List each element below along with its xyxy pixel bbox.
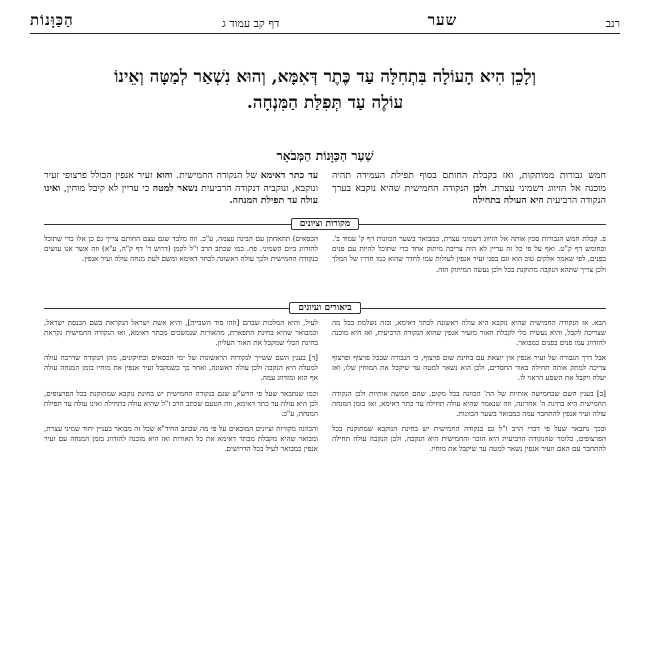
commentary-text: כי עדיין לא קיבל מוחין,	[63, 182, 150, 194]
folio-reference: דף קב עמוד ג	[222, 17, 280, 30]
commentary-bold: נשאר למטה	[152, 182, 198, 194]
explanation-paragraph: והכוונה מקורות וציונים המובאים על פי מה שכתב החיד"א שכל זה מבואר בעניין יחוד שמיני עצרת, ומבואר שהיא מקבלת מכתר דאימא את כל האורות ואז היא מוכנה להזדווג בזמן המנחה עם זעיר אנפין כמבואר לעיל בכל הדרושים.	[44, 423, 318, 454]
commentary-text: חמש גבורות ממותקות, ואז בקבלת החותם בסוף תפילת העמידה תהיה מוכנה אל הזיווג דשמיני עצרת.	[332, 170, 606, 194]
commentary-text: של הנקודה החמישית.	[176, 170, 258, 181]
commentary-bold: והוא	[156, 170, 173, 181]
main-text-line: וְלָכֵן הִיא הָעוֹלָה בִּתְחִלָּה עַד כֶּתֶר דְּאִמָּא, וְהוּא נִשְׁאַר לְמַטָּה וְאֵינוֹ	[114, 67, 536, 87]
main-text-line: עוֹלֶה עַד תְּפִלַּת הַמִּנְחָה.	[246, 93, 404, 113]
header-line	[44, 308, 289, 309]
header-line	[361, 308, 606, 309]
running-head	[30, 8, 620, 30]
explanations-column-left	[44, 318, 318, 640]
explanations-column-right	[332, 318, 606, 640]
commentary-column-right	[332, 170, 606, 208]
explanations-header	[44, 302, 606, 314]
explanations-label: ביאורים ועיונים	[289, 302, 360, 314]
commentary-column-left	[44, 170, 318, 208]
gate-label: שער	[427, 11, 458, 29]
page-number: רנב	[605, 17, 620, 30]
header-line	[44, 224, 291, 225]
explanation-paragraph: לעיל, והיא המלכות שבהם [וזהו סוד השבייה], והיא אשת ישראל הנקראת בשם הכנסת ישראל, וכמבואר שהיא בחינת התפארת, מהאורות שנמשכים מכתר דאימא, ואז הנקודה החמישית נקראת בחינת הכלי שמקבל את האור העליון.	[44, 318, 318, 348]
commentary-text: הנקודה החמישית שהיא נוקבא בערך הנקודה הרביעית	[332, 182, 606, 207]
commentary-bold: ולכן	[472, 182, 487, 194]
commentary-text: זעיר אנפין הכולל פרצופי זעיר ונוקבא, ונוקביה דנקודה הרביעית	[44, 170, 318, 194]
explanations-block	[44, 318, 606, 640]
commentary-bold: עד כתר דאימא	[260, 170, 319, 181]
sources-column-right: פ. קבלת חמש הגבורות סכין אותה אל הזיווג דשמיני עצרת, כמבואר בשער הכוונות דף ק' עמוד ב'. ובחומש דף ק"ט. ואף על פי כל זה עדיין לא היה צריכה מיתוק אחד כדי שתוכל להיות עם פנים בפנים, לפי שאמר אלקים טוב הוא וגם בפני זעיר אנפין לעולות עמו לחדר שהוא כמו חדרו של המלך ולכן צריך שתהא הנקבה מתוקנת בכל ולכן נעשה המיתוק הזה.	[332, 234, 606, 274]
explanation-paragraph: אבל דרך הגבורה של זעיר אנפין אין יוצאת עם בחינת שום פרצוף, כי הגבורה שבכל פרצוף ופרצוף צריכה למתק אותה תחילה באור החסדים, ולכן הוא נשאר למטה עד שיקבל את המוחין שלו, ואז יעלה ויקבל את השפע הראוי לו.	[332, 353, 606, 383]
sources-block	[44, 234, 606, 275]
commentary-bold: היא העולה בתחילה	[472, 195, 544, 207]
sources-header	[44, 218, 606, 230]
explanation-paragraph: הבא. אז הנקודה החמישית שהיא נוקבא היא עולה ראשונה לכתר דאימא, ובזה נשלמת בכל מה שצריכה לקבל, והיא נעשית כלי לקבלת האור מזעיר אנפין שהוא הנקודה הרביעית, ואז היא מוכנה להזדווג עמו פנים בפנים כמבואר.	[332, 318, 606, 348]
explanation-paragraph: וכמו שנתבאר שעל פי הרש"ש שגם בנקודה החמישית יש בחינת נוקבא שמתוקנת בכל הפרצופים, לכן היא עולה עד כתר דאימא, וזה הטעם שכתב הרב ז"ל שהיא עולה בתחילה ואינו עולה עד תפילת המנחה, ע"כ.	[44, 388, 318, 418]
header-rule	[30, 33, 620, 34]
book-title: הַכַּוָּנוֹת	[30, 11, 74, 29]
header-line	[359, 224, 606, 225]
explanation-paragraph: ובכך נתבאר שעל פי דברי הרב ז"ל גם בנקודה החמישית יש בחינת הנוקבא שמתוקנת בכל הפרצופים, כלומר שהנקודה הרביעית היא הזכר והחמישית היא הנקבה, ולכן הנקבה עולה תחילה להתחבר עם האם וזעיר אנפין נשאר למטה עד שיקבל את מוחיו.	[332, 423, 606, 454]
sources-label: מקורות וציונים	[291, 218, 359, 230]
explanation-paragraph: [ב] בענין השם שבחמישה אותיות של הה' הכוונה בכל מקום, שהם חמשה אותיות ולכן הנקודה החמישית היא בחינת ה' אחרונה, וזה שנאמר שהיא עולה תחילה עד כתר דאימא, ואז בזמן המנחה עולה זעיר אנפין להתחבר עמה כמבואר בשער הכוונות.	[332, 388, 606, 418]
main-text	[60, 64, 590, 116]
commentary-bold: ואינו עולה עד תפילת המנחה.	[44, 182, 318, 207]
explanation-paragraph: [ד] בענין השם ששייך לנקודות הראשונות של ימי הכסאים ובתיקונים, מהן הנקודה שדרכה עולה למעלה היא הנקבה ולכן עולה ראשונה, ואחר כך כשמקבל זעיר אנפין את מוחיו בזמן המנחה עולה אף הוא ומזדווג עמה.	[44, 353, 318, 383]
sources-column-left: הכסאים) תתאחתן עם הבינה עצמה, ע"כ. וזה מלכד שגם עצם החותם צריך גם כן אלו כדי שתוכל להזדווג ביום השמיני. פח. כמו שכתב הרב ז"ל לקמן (דרוש ד' דף ק"ה, ע"א) וזה אשר אנו עושים בנקודה החמישית ולכך עולה ראשונה לכתר דאימא ומשם לעת מנחה עולה זעיר אנפין.	[44, 234, 318, 264]
commentary-block	[44, 170, 606, 208]
section-title: שַׁעַר הַכַּוָּנוֹת הַמְּבֹאָר	[276, 148, 374, 163]
